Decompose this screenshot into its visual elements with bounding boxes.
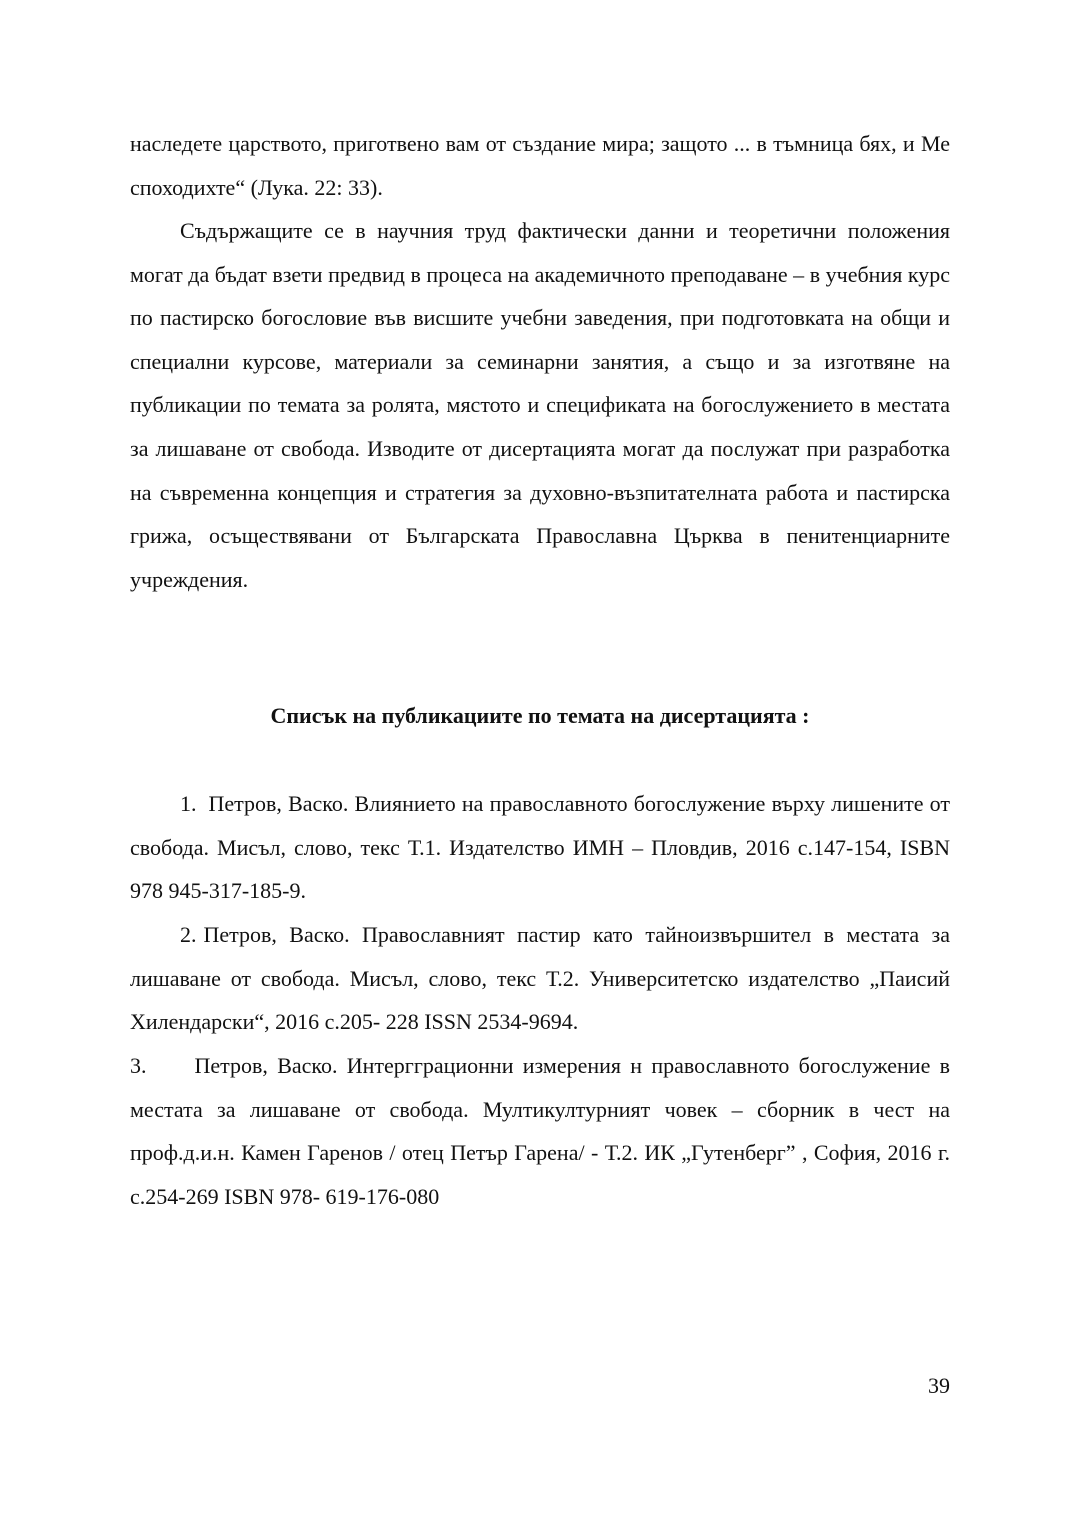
publication-item	[130, 782, 950, 913]
publication-number: 1.	[180, 791, 197, 816]
publication-item	[130, 913, 950, 1044]
paragraph-continuation: наследете царството, приготвено вам от създание мира; защото ... в тъмница бях, и Ме споходихте“ (Лука. 22: 33).	[130, 131, 950, 200]
publications-heading: Списък на публикациите по темата на дисертацията :	[270, 703, 810, 728]
page-number: 39	[928, 1373, 950, 1398]
publication-item	[130, 1044, 950, 1218]
paragraph-main: Съдържащите се в научния труд фактически данни и теоретични положения могат да бъдат взети предвид в процеса на академичното преподаване – в учебния курс по пастирско богословие във висшите учебни заведения, при подготовката на общи и специални курсове, материали за семинарни занятия, а също и за изготвяне на публикации по темата за ролята, мястото и спецификата на богослужението в местата за лишаване от свобода. Изводите от дисертацията могат да послужат при разработка на съвременна концепция и стратегия за духовно-възпитателната работа и пастирска грижа, осъществявани от Българската Православна Църква в пенитенциарните учреждения.	[130, 218, 950, 592]
publication-number: 2.	[180, 922, 197, 947]
publication-text: Петров, Васко. Интергграционни измерения н православното богослужение в местата за лишаване от свобода. Мултикултурният човек – сборник в чест на проф.д.и.н. Камен Гаренов / отец Петър Гарена/ - Т.2. ИК „Гутенберг” , София, 2016 г. с.254-269 ISBN 978- 619-176-080	[130, 1053, 950, 1209]
publication-number: 3.	[130, 1053, 147, 1078]
publication-text: Петров, Васко. Влиянието на православното богослужение върху лишените от свобода. Мисъл, слово, текс Т.1. Издателство ИМН – Пловдив, 2016 с.147-154, ISBN 978 945-317-185-9.	[130, 791, 950, 904]
publication-text: Петров, Васко. Православният пастир като тайноизвършител в местата за лишаване от свобода. Мисъл, слово, текс Т.2. Университетско издателство „Паисий Хилендарски“, 2016 с.205- 228 ISSN 2534-9694.	[130, 922, 950, 1035]
